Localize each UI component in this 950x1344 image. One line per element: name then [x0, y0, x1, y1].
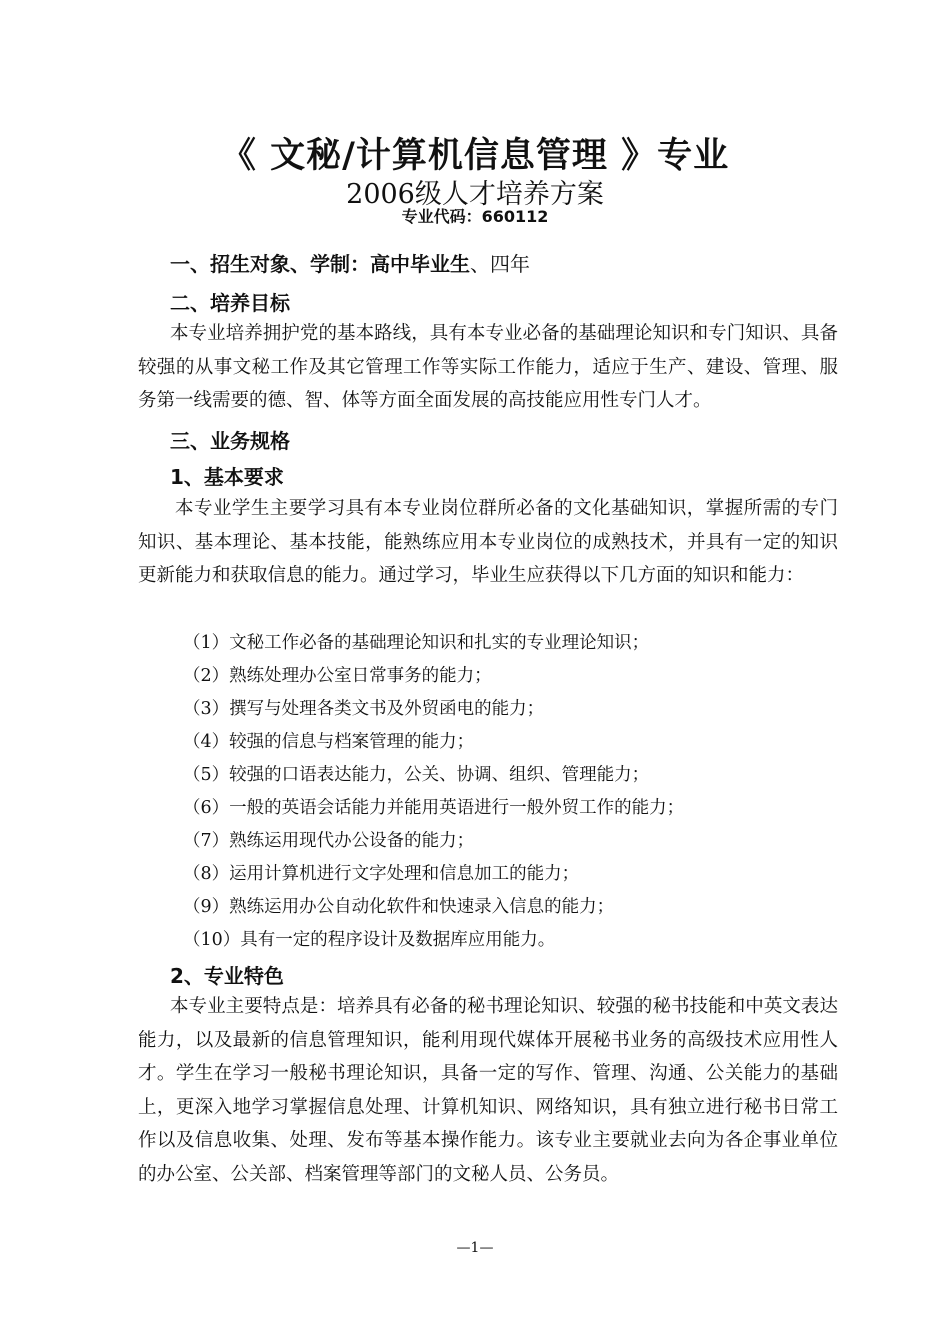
list-item: （9）熟练运用办公自动化软件和快速录入信息的能力；: [183, 897, 615, 917]
section-3-1-heading: 1、基本要求: [170, 465, 284, 489]
section-1-heading: [170, 248, 530, 277]
list-item: （8）运用计算机进行文字处理和信息加工的能力；: [183, 864, 580, 884]
section-3-2-body: 本专业主要特点是：培养具有必备的秘书理论知识、较强的秘书技能和中英文表达能力，以及最新的信息管理知识，能利用现代媒体开展秘书业务的高级技术应用性人才。学生在学习一般秘书理论知识，具备一定的写作、管理、沟通、公关能力的基础上，更深入地学习掌握信息处理、计算机知识、网络知识，具有独立进行秘书日常工作以及信息收集、处理、发布等基本操作能力。该专业主要就业去向为各企事业单位的办公室、公关部、档案管理等部门的文秘人员、公务员。: [138, 996, 838, 1185]
section-2-heading: 二、培养目标: [170, 291, 290, 315]
list-item: （10）具有一定的程序设计及数据库应用能力。: [183, 930, 556, 950]
major-code: 专业代码：660112: [401, 207, 549, 226]
section-3-heading: 三、业务规格: [170, 429, 290, 453]
section-2-body: 本专业培养拥护党的基本路线，具有本专业必备的基础理论知识和专门知识、具备较强的从事文秘工作及其它管理工作等实际工作能力，适应于生产、建设、管理、服务第一线需要的德、智、体等方面全面发展的高技能应用性专门人才。: [138, 323, 838, 411]
list-item: （6）一般的英语会话能力并能用英语进行一般外贸工作的能力；: [183, 798, 685, 818]
section-1-heading-bold: 一、招生对象、学制：高中毕业生: [170, 252, 470, 276]
document-title: 《 文秘/计算机信息管理 》专业: [220, 136, 730, 176]
section-3-1-body: 本专业学生主要学习具有本专业岗位群所必备的文化基础知识，掌握所需的专门知识、基本理论、基本技能，能熟练应用本专业岗位的成熟技术，并具有一定的知识更新能力和获取信息的能力。通过学习，毕业生应获得以下几方面的知识和能力：: [138, 498, 838, 586]
document-subtitle: 2006级人才培养方案: [346, 179, 604, 210]
list-item: （4）较强的信息与档案管理的能力；: [183, 732, 475, 752]
list-item: （7）熟练运用现代办公设备的能力；: [183, 831, 475, 851]
list-item: （3）撰写与处理各类文书及外贸函电的能力；: [183, 699, 545, 719]
list-item: （1）文秘工作必备的基础理论知识和扎实的专业理论知识；: [183, 633, 650, 653]
page-number: —1—: [456, 1240, 494, 1256]
section-1-heading-tail: 、四年: [470, 252, 530, 276]
list-item: （2）熟练处理办公室日常事务的能力；: [183, 666, 492, 686]
list-item: （5）较强的口语表达能力，公关、协调、组织、管理能力；: [183, 765, 650, 785]
section-3-2-heading: 2、专业特色: [170, 964, 284, 988]
